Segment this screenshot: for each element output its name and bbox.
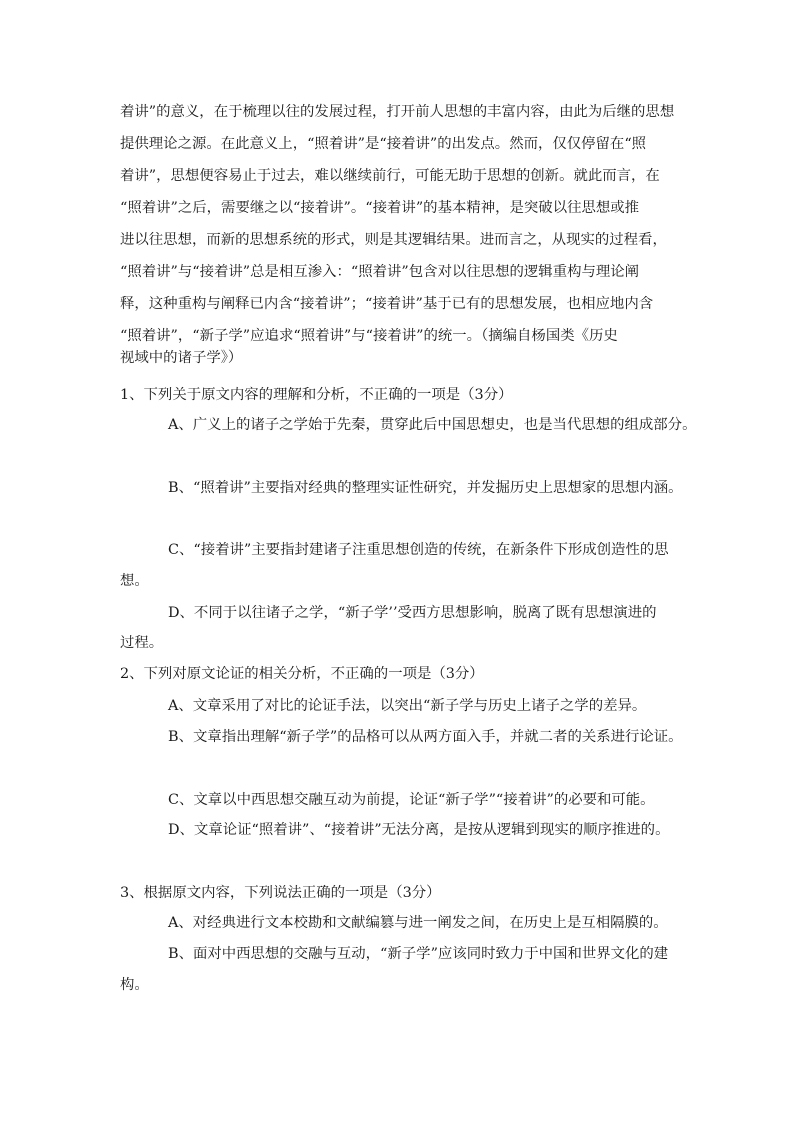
passage-line: 着讲”，思想便容易止于过去，难以继续前行，可能无助于思想的创新。就此而言，在 (120, 168, 660, 184)
option-b: B、“照着讲”主要指对经典的整理实证性研究，并发掘历史上思想家的思想内涵。 (168, 480, 683, 496)
passage-line: “照着讲”之后，需要继之以“接着讲”。“接着讲”的基本精神，是突破以往思想或推 (120, 200, 640, 216)
passage-line: “照着讲”与“接着讲”总是相互渗入：“照着讲”包含对以往思想的逻辑重构与理论阐 (120, 264, 640, 280)
passage-line: 着讲”的意义，在于梳理以往的发展过程，打开前人思想的丰富内容，由此为后继的思想 (120, 104, 675, 120)
option-a: A、广义上的诸子之学始于先秦，贯穿此后中国思想史，也是当代思想的组成部分。 (168, 417, 697, 433)
option-b: B、面对中西思想的交融与互动，“新子学”应该同时致力于中国和世界文化的建 (168, 946, 669, 962)
passage-line: “照着讲”，“新子学”应追求“照着讲”与“接着讲”的统一。（摘编自杨国类《历史 (120, 328, 618, 344)
option-a: A、文章采用了对比的论证手法，以突出“新子学与历史上诸子之学的差异。 (168, 698, 647, 714)
option-c: C、“接着讲”主要指封建诸子注重思想创造的传统，在新条件下形成创造性的思 (168, 542, 669, 558)
question-stem: 3、根据原文内容，下列说法正确的一项是（3分） (120, 885, 441, 901)
option-c: C、文章以中西思想交融互动为前提，论证“新子学”“接着讲”的必要和可能。 (168, 792, 655, 808)
option-d: D、不同于以往诸子之学，“新子学’’受西方思想影响，脱离了既有思想演进的 (168, 605, 657, 621)
passage-line: 进以往思想，而新的思想系统的形式，则是其逻辑结果。进而言之，从现实的过程看， (120, 232, 667, 248)
passage-line: 视域中的诸子学》） (120, 350, 243, 366)
passage-line: 提供理论之源。在此意义上，“照着讲”是“接着讲”的出发点。然而，仅仅停留在“照 (120, 136, 647, 152)
option-d: D、文章论证“照着讲”、“接着讲”无法分离，是按从逻辑到现实的顺序推进的。 (168, 822, 670, 838)
question-stem: 2、下列对原文论证的相关分析，不正确的一项是（3分） (120, 666, 484, 682)
option-b: B、文章指出理解“新子学”的品格可以从两方面入手，并就二者的关系进行论证。 (168, 729, 683, 745)
option-b-continued: 构。 (120, 977, 149, 993)
passage-line: 释，这种重构与阐释已内含“接着讲”；“接着讲”基于已有的思想发展，也相应地内含 (120, 296, 654, 312)
option-d-continued: 过程。 (120, 635, 164, 651)
question-stem: 1、下列关于原文内容的理解和分析，不正确的一项是（3分） (120, 387, 513, 403)
option-a: A、对经典进行文本校勘和文献编篡与进一阐发之间，在历史上是互相隔膜的。 (168, 915, 668, 931)
option-c-continued: 想。 (120, 573, 149, 589)
